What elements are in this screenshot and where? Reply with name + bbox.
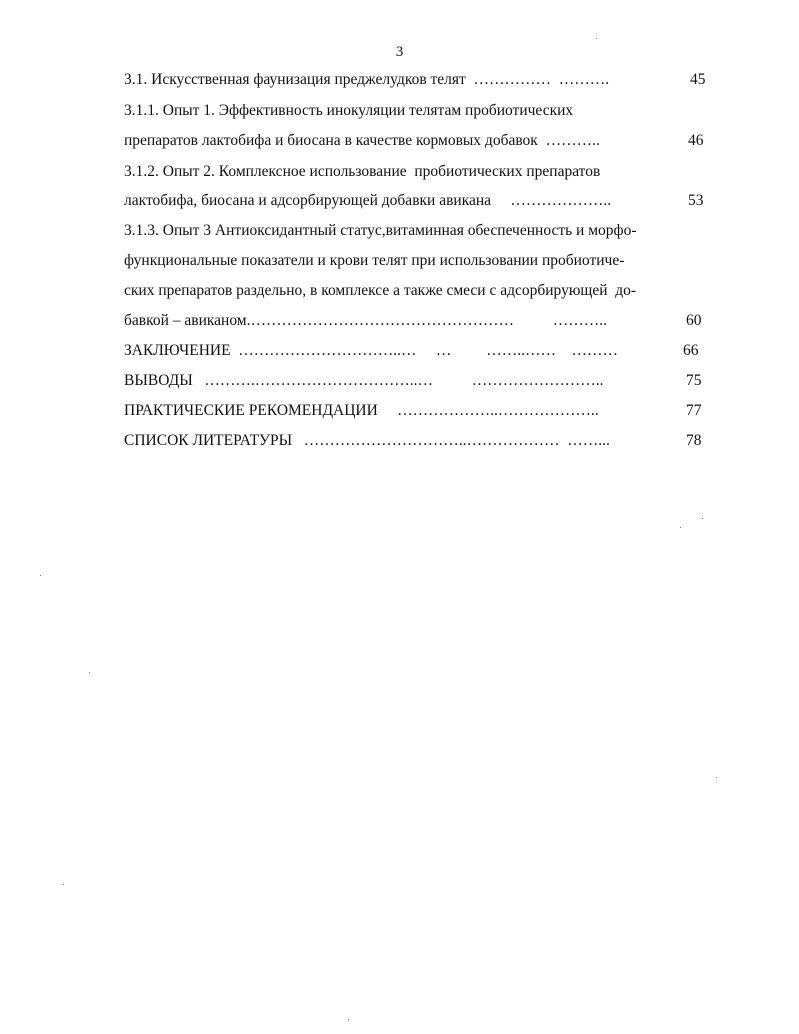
toc-entry-3-page: 53 <box>688 192 704 209</box>
scan-speck <box>40 575 41 576</box>
toc-entry-3-line-2: лактобифа, биосана и адсорбирующей добавки авикана ……………….. <box>124 192 612 209</box>
toc-entry-8-line-1: СПИСОК ЛИТЕРАТУРЫ …………………………..……………… ……... <box>124 432 610 449</box>
toc-entry-2-line-1: 3.1.1. Опыт 1. Эффективность инокуляции телятам пробиотических <box>124 102 574 119</box>
toc-entry-8-page: 78 <box>686 432 702 449</box>
toc-entry-2-page: 46 <box>688 132 704 149</box>
scan-speck <box>702 518 703 519</box>
toc-entry-1-line-1: 3.1. Искусственная фаунизация преджелудков телят …………… ………. <box>124 71 610 88</box>
toc-entry-4-line-2: функциональные показатели и крови телят при использовании пробиотиче- <box>124 252 625 269</box>
toc-entry-1-page: 45 <box>690 71 706 88</box>
scan-speck <box>680 527 681 528</box>
toc-entry-7-page: 77 <box>686 402 702 419</box>
toc-entry-7-line-1: ПРАКТИЧЕСКИЕ РЕКОМЕНДАЦИИ ………………..……………….. <box>124 402 599 419</box>
toc-entry-4-line-4: бавкой – авиканом.…………………………………………… ……….. <box>124 312 607 329</box>
toc-entry-6-line-1: ВЫВОДЫ ……….…………………………..… …………………….. <box>124 372 604 389</box>
toc-entry-3-line-1: 3.1.2. Опыт 2. Комплексное использование пробиотических препаратов <box>124 163 601 180</box>
toc-entry-5-page: 66 <box>683 342 699 359</box>
scan-speck <box>348 1019 349 1020</box>
toc-entry-4-page: 60 <box>686 312 702 329</box>
scan-speck <box>89 672 90 673</box>
toc-entry-4-line-3: ских препаратов раздельно, в комплексе а также смеси с адсорбирующей до- <box>124 282 637 299</box>
toc-entry-2-line-2: препаратов лактобифа и биосана в качестве кормовых добавок ……….. <box>124 132 600 149</box>
toc-entry-6-page: 75 <box>686 372 702 389</box>
toc-entry-5-line-1: ЗАКЛЮЧЕНИЕ …………………………..… … ……..…… ……… <box>124 342 619 359</box>
scan-speck <box>596 38 597 39</box>
scan-speck <box>63 884 64 885</box>
page-number: 3 <box>395 44 404 60</box>
toc-entry-4-line-1: 3.1.3. Опыт 3 Антиоксидантный статус,витаминная обеспеченность и морфо- <box>124 222 637 239</box>
scan-speck <box>716 777 717 778</box>
